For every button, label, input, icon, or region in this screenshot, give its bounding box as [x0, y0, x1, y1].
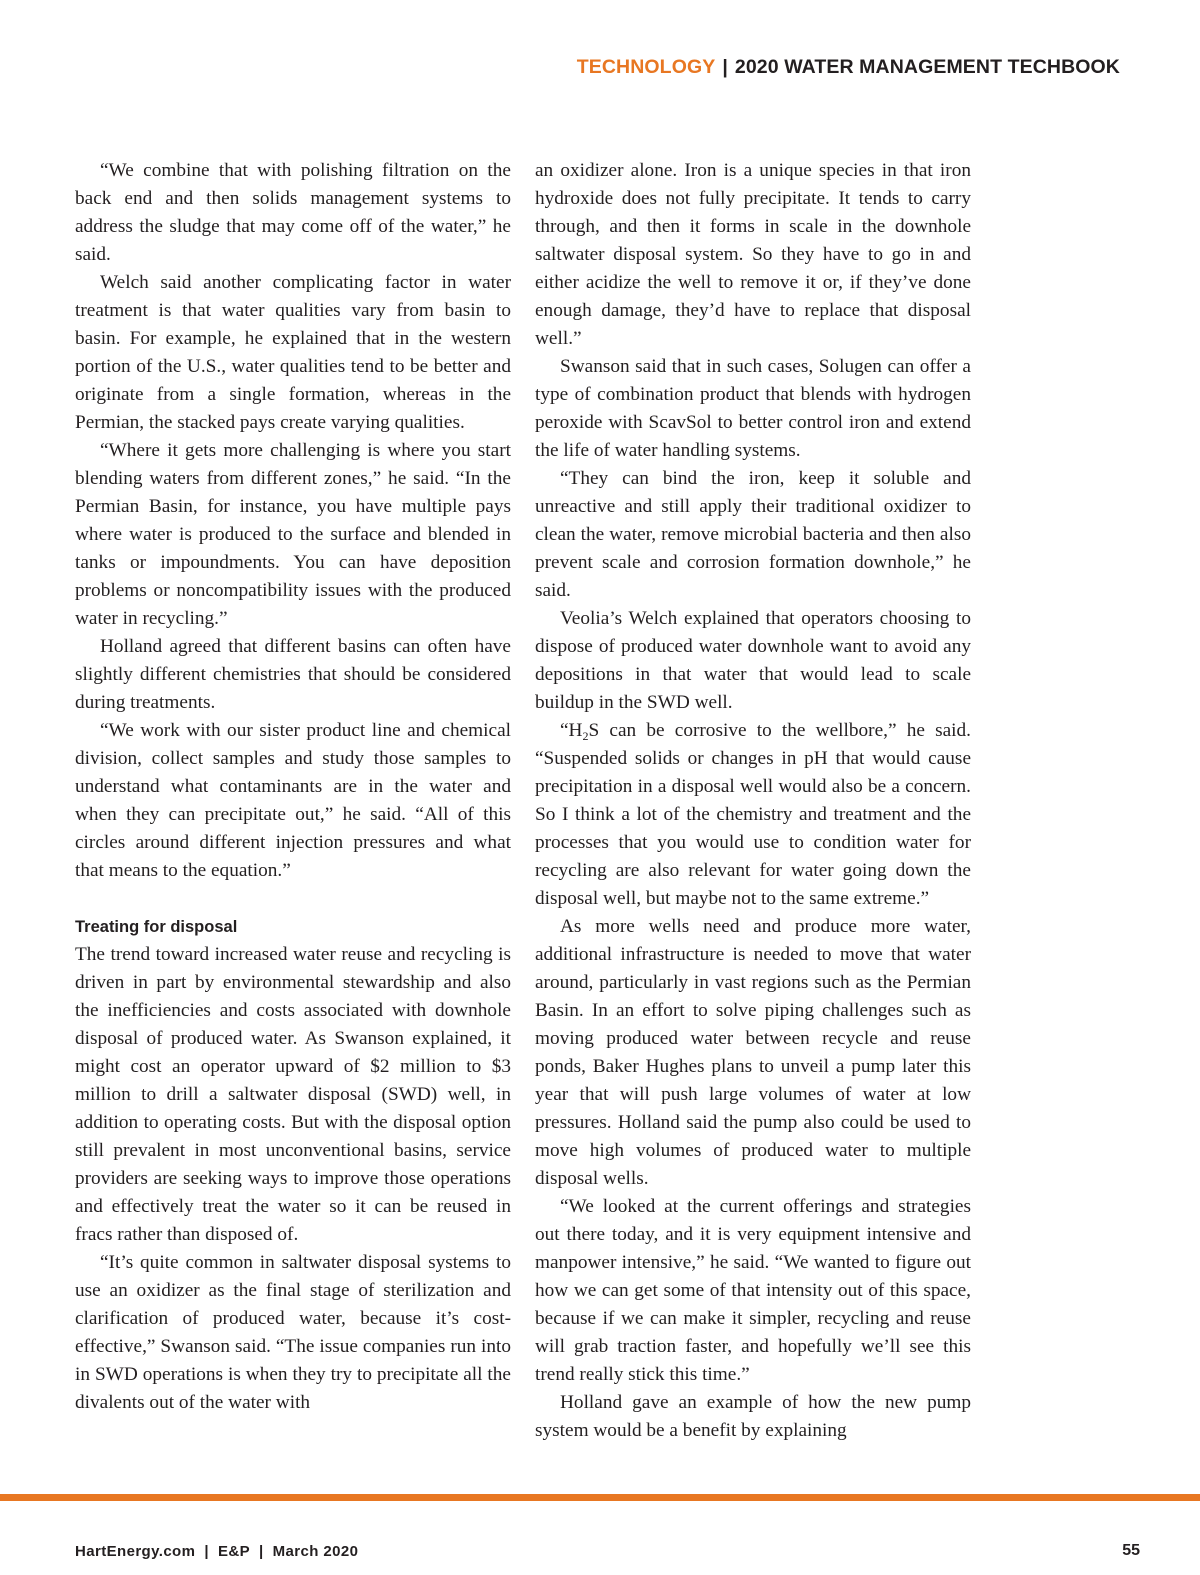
footer-separator: | — [259, 1543, 264, 1560]
subheading: Treating for disposal — [75, 918, 238, 936]
header-separator: | — [722, 56, 728, 78]
paragraph: Holland gave an example of how the new pump system would be a benefit by explaining — [535, 1392, 971, 1441]
paragraph: “We combine that with polishing filtration on the back end and then solids management systems to address the sludge that may come off of the water,” he said. — [75, 160, 511, 265]
paragraph: Holland agreed that different basins can often have slightly different chemistries that should be considered during treatments. — [75, 636, 511, 713]
paragraph: an oxidizer alone. Iron is a unique species in that iron hydroxide does not fully precipitate. It tends to carry through, and then it forms in scale in the downhole saltwater disposal system. So they have to go in and either acidize the well to remove it or, if they’ve done enough damage, they’d have to replace that disposal well.” — [535, 160, 971, 349]
page-number: 55 — [1122, 1542, 1140, 1559]
paragraph: “They can bind the iron, keep it soluble and unreactive and still apply their traditional oxidizer to clean the water, remove microbial bacteria and then also prevent scale and corrosion formation downhole,” he said. — [535, 468, 971, 601]
header-section-label: TECHNOLOGY — [576, 56, 716, 78]
paragraph: The trend toward increased water reuse and recycling is driven in part by environmental stewardship and also the inefficiencies and costs associated with downhole disposal of produced water. As Swanson explained, it might cost an operator upward of $2 million to $3 million to drill a saltwater disposal (SWD) well, in addition to operating costs. But with the disposal option still prevalent in most unconventional basins, service providers are seeking ways to improve those operations and effectively treat the water so it can be reused in fracs rather than disposed of. — [75, 944, 511, 1245]
footer-separator: | — [204, 1543, 209, 1560]
text-run: S can be corrosive to the wellbore,” he said. “Suspended solids or changes in pH that would cause precipitation in a disposal well would also be a concern. So I think a lot of the chemistry and treatment and the processes that you would use to condition water for recycling are also relevant for water going down the disposal well, but maybe not to the same extreme.” — [535, 720, 971, 909]
footer-accent-rule — [0, 1494, 1200, 1501]
paragraph: “We looked at the current offerings and strategies out there today, and it is very equipment intensive and manpower intensive,” he said. “We wanted to figure out how we can get some of that intensity out of this space, because if we can make it simpler, recycling and reuse will grab traction faster, and hopefully we’ll see this trend really stick this time.” — [535, 1196, 971, 1385]
footer-site: HartEnergy.com — [75, 1543, 196, 1560]
paragraph-h2s — [535, 717, 971, 913]
paragraph: “We work with our sister product line and chemical division, collect samples and study those samples to understand what contaminants are in the water and when they can precipitate out,” he said. “All of this circles around different injection pressures and what that means to the equation.” — [75, 720, 511, 881]
running-header — [577, 56, 1120, 79]
paragraph: Swanson said that in such cases, Solugen can offer a type of combination product that blends with hydrogen peroxide with ScavSol to better control iron and extend the life of water handling systems. — [535, 356, 971, 461]
paragraph: Veolia’s Welch explained that operators choosing to dispose of produced water downhole want to avoid any depositions in that water that would lead to scale buildup in the SWD well. — [535, 608, 971, 713]
right-text-column — [535, 157, 971, 1445]
paragraph: Welch said another complicating factor in water treatment is that water qualities vary from basin to basin. For example, he explained that in the western portion of the U.S., water qualities tend to be better and originate from a single formation, whereas in the Permian, the stacked pays create varying qualities. — [75, 272, 511, 433]
text-run: “H — [560, 720, 583, 741]
subscript: 2 — [582, 729, 589, 743]
running-footer — [75, 1543, 358, 1560]
paragraph: “Where it gets more challenging is where you start blending waters from different zones,” he said. “In the Permian Basin, for instance, you have multiple pays where water is produced to the surface and blended in tanks or impoundments. You can have deposition problems or noncompatibility issues with the produced water in recycling.” — [75, 440, 511, 629]
paragraph: As more wells need and produce more water, additional infrastructure is needed to move that water around, particularly in vast regions such as the Permian Basin. In an effort to solve piping challenges such as moving produced water between recycle and reuse ponds, Baker Hughes plans to unveil a pump later this year that will push large volumes of water at low pressures. Holland said the pump also could be used to move high volumes of produced water to multiple disposal wells. — [535, 916, 971, 1189]
footer-magazine: E&P — [217, 1543, 251, 1560]
left-text-column — [75, 157, 511, 1417]
paragraph: “It’s quite common in saltwater disposal systems to use an oxidizer as the final stage of sterilization and clarification of produced water, because it’s cost-effective,” Swanson said. “The issue companies run into in SWD operations is when they try to precipitate all the divalents out of the water with — [75, 1252, 511, 1413]
header-publication-title: 2020 WATER MANAGEMENT TECHBOOK — [734, 56, 1120, 78]
footer-date: March 2020 — [272, 1543, 359, 1560]
